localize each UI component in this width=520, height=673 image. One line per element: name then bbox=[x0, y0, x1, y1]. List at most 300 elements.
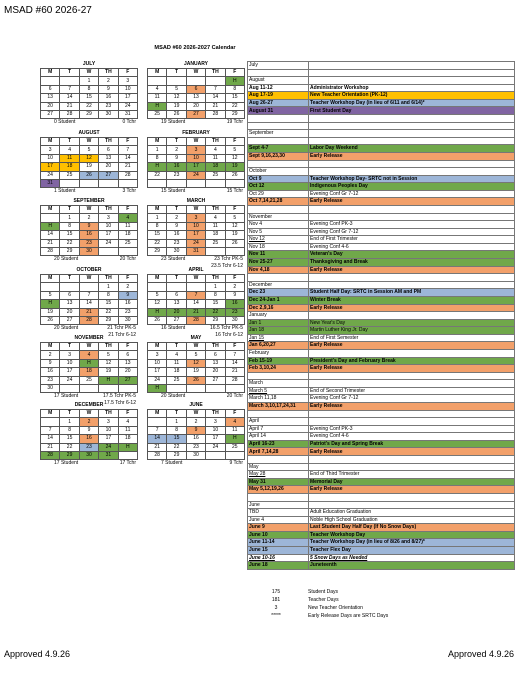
day-cell: 15 bbox=[60, 435, 79, 443]
day-cell: 12 bbox=[148, 300, 167, 308]
events-table bbox=[247, 61, 515, 570]
event-date: April bbox=[248, 418, 309, 426]
event-row bbox=[248, 448, 515, 456]
teacher-days-count: 17.5 Tchr PK-5 bbox=[103, 393, 136, 400]
day-cell: 18 bbox=[79, 368, 98, 376]
day-cell bbox=[41, 214, 60, 222]
day-cell: 25 bbox=[206, 171, 225, 179]
weekday-header: W bbox=[79, 206, 98, 214]
month-table bbox=[147, 205, 245, 256]
month-january bbox=[147, 61, 245, 126]
week-row bbox=[148, 376, 245, 384]
event-description: End of Third Trimester bbox=[309, 471, 515, 479]
week-row bbox=[41, 85, 138, 93]
event-date: April 14 bbox=[248, 433, 309, 441]
teacher-days-count: 9 Tchr bbox=[229, 460, 243, 467]
week-row bbox=[41, 110, 138, 118]
day-cell: 2 bbox=[79, 214, 98, 222]
weekday-header: T bbox=[60, 343, 79, 351]
day-cell: 20 bbox=[41, 102, 60, 110]
day-cell: 2 bbox=[167, 214, 186, 222]
day-cell: 25 bbox=[60, 171, 79, 179]
day-cell: 11 bbox=[118, 222, 137, 230]
day-cell: 29 bbox=[99, 316, 118, 324]
event-description: Early Release bbox=[309, 486, 515, 494]
event-description: Early Release bbox=[309, 448, 515, 456]
day-cell: 14 bbox=[186, 300, 205, 308]
day-cell: 10 bbox=[99, 426, 118, 434]
event-row bbox=[248, 175, 515, 183]
month-table bbox=[147, 68, 245, 119]
event-date: June 4 bbox=[248, 516, 309, 524]
day-cell: 18 bbox=[118, 435, 137, 443]
event-description: Labor Day Weekend bbox=[309, 145, 515, 153]
day-cell: 20 bbox=[186, 102, 205, 110]
day-cell: 19 bbox=[79, 163, 98, 171]
event-row bbox=[248, 547, 515, 555]
event-date: Feb 15-19 bbox=[248, 357, 309, 365]
event-description bbox=[309, 418, 515, 426]
day-cell bbox=[206, 384, 225, 392]
event-date: Jan 18 bbox=[248, 327, 309, 335]
event-description: Teacher Workshop Day bbox=[309, 531, 515, 539]
month-table bbox=[40, 409, 138, 460]
event-date: June 10-16 bbox=[248, 554, 309, 562]
weekday-header: F bbox=[225, 343, 244, 351]
day-cell: 10 bbox=[99, 222, 118, 230]
day-cell: 29 bbox=[60, 451, 79, 459]
event-description: Teacher Workshop Day- SRTC not in Session bbox=[309, 175, 515, 183]
event-row bbox=[248, 130, 515, 138]
week-row bbox=[41, 451, 138, 459]
day-cell: 22 bbox=[99, 308, 118, 316]
event-description: Early Release bbox=[309, 152, 515, 160]
day-cell: 26 bbox=[148, 316, 167, 324]
day-cell: H bbox=[148, 102, 167, 110]
week-row bbox=[41, 179, 138, 187]
month-name: DECEMBER bbox=[74, 402, 104, 408]
event-row bbox=[248, 221, 515, 229]
day-cell bbox=[41, 283, 60, 291]
event-date bbox=[248, 115, 309, 123]
day-cell bbox=[186, 77, 205, 85]
teacher-days-count: 0 Tchr bbox=[122, 119, 136, 126]
day-cell bbox=[79, 384, 98, 392]
day-cell: 11 bbox=[60, 154, 79, 162]
day-cell: 21 bbox=[41, 443, 60, 451]
event-description bbox=[309, 69, 515, 77]
event-description bbox=[309, 122, 515, 130]
week-row bbox=[41, 214, 138, 222]
day-cell: 16 bbox=[41, 368, 60, 376]
day-cell: 3 bbox=[186, 214, 205, 222]
day-cell: 5 bbox=[225, 214, 244, 222]
day-cell: 23 bbox=[186, 443, 205, 451]
month-february bbox=[147, 130, 245, 195]
event-row bbox=[248, 92, 515, 100]
event-description: Last Student Day Half Day (If No Snow Days) bbox=[309, 524, 515, 532]
event-row bbox=[248, 115, 515, 123]
weekday-header: M bbox=[41, 275, 60, 283]
day-cell: 18 bbox=[206, 231, 225, 239]
day-cell: 9 bbox=[167, 154, 186, 162]
weekday-header: T bbox=[167, 206, 186, 214]
event-description bbox=[309, 281, 515, 289]
day-cell bbox=[60, 179, 79, 187]
day-cell: 5 bbox=[148, 291, 167, 299]
day-cell bbox=[148, 77, 167, 85]
day-cell bbox=[118, 451, 137, 459]
event-description: Patriot's Day and Spring Break bbox=[309, 440, 515, 448]
week-row bbox=[41, 231, 138, 239]
event-description: Adult Education Graduation bbox=[309, 509, 515, 517]
day-cell bbox=[186, 384, 205, 392]
day-cell: 30 bbox=[118, 316, 137, 324]
student-days-count: 7 Student bbox=[161, 460, 183, 467]
weekday-header: TH bbox=[206, 138, 225, 146]
month-table bbox=[40, 274, 138, 325]
event-date: Aug 26-27 bbox=[248, 99, 309, 107]
day-cell: 10 bbox=[186, 154, 205, 162]
event-row bbox=[248, 190, 515, 198]
teacher-days-count: 15 Tchr bbox=[226, 188, 243, 195]
day-cell: 19 bbox=[167, 102, 186, 110]
day-cell: 21 bbox=[60, 102, 79, 110]
event-row bbox=[248, 205, 515, 213]
event-description bbox=[309, 137, 515, 145]
weekday-header: T bbox=[167, 138, 186, 146]
day-cell bbox=[99, 247, 118, 255]
event-date: September bbox=[248, 130, 309, 138]
weekday-header: W bbox=[186, 275, 205, 283]
day-cell: 13 bbox=[206, 359, 225, 367]
event-description bbox=[309, 160, 515, 168]
day-cell: 2 bbox=[167, 146, 186, 154]
event-date: Aug 17-19 bbox=[248, 92, 309, 100]
event-description: Juneteenth bbox=[309, 562, 515, 570]
day-cell: 23 bbox=[99, 102, 118, 110]
event-row bbox=[248, 281, 515, 289]
total-count: 3 bbox=[274, 605, 278, 611]
event-description: Evening Conf PK-3 bbox=[309, 221, 515, 229]
day-cell: 6 bbox=[206, 351, 225, 359]
month-july bbox=[40, 61, 138, 126]
day-cell: 11 bbox=[167, 359, 186, 367]
week-row bbox=[148, 368, 245, 376]
weekday-header: TH bbox=[206, 343, 225, 351]
day-cell bbox=[167, 77, 186, 85]
event-date: Jan 1 bbox=[248, 319, 309, 327]
day-cell: 11 bbox=[148, 94, 167, 102]
event-row bbox=[248, 342, 515, 350]
weekday-header: M bbox=[148, 206, 167, 214]
event-description: New Teacher Orientation (PK-12) bbox=[309, 92, 515, 100]
event-row bbox=[248, 516, 515, 524]
event-row bbox=[248, 107, 515, 115]
day-cell: 16 bbox=[167, 163, 186, 171]
event-row bbox=[248, 160, 515, 168]
event-row bbox=[248, 145, 515, 153]
day-cell: 2 bbox=[41, 351, 60, 359]
day-cell: 12 bbox=[225, 154, 244, 162]
teacher-days-count: 17 Tchr bbox=[119, 460, 136, 467]
event-description: 5 Snow Days as Needed bbox=[309, 554, 515, 562]
weekday-header: T bbox=[60, 410, 79, 418]
day-cell: 9 bbox=[79, 426, 98, 434]
day-cell: 26 bbox=[79, 171, 98, 179]
weekday-header: F bbox=[118, 410, 137, 418]
day-cell: 16 bbox=[118, 300, 137, 308]
event-description: Early Release bbox=[309, 266, 515, 274]
event-description: Evening Conf Gr 7-12 bbox=[309, 395, 515, 403]
day-cell: 22 bbox=[79, 102, 98, 110]
event-date: Jan 6,20,27 bbox=[248, 342, 309, 350]
week-row bbox=[41, 376, 138, 384]
teacher-days-count: 16.5 Tchr PK-5 bbox=[210, 325, 243, 332]
day-cell bbox=[167, 283, 186, 291]
weekday-header: TH bbox=[206, 69, 225, 77]
event-date: July bbox=[248, 62, 309, 70]
event-description: Early Release bbox=[309, 403, 515, 411]
week-row bbox=[148, 426, 245, 434]
day-cell bbox=[206, 179, 225, 187]
event-date: June 15 bbox=[248, 547, 309, 555]
total-label: New Teacher Orientation bbox=[308, 605, 363, 611]
event-date: March 5 bbox=[248, 387, 309, 395]
weekday-header: TH bbox=[99, 138, 118, 146]
day-cell bbox=[167, 384, 186, 392]
day-cell: 21 bbox=[79, 308, 98, 316]
day-cell: 5 bbox=[186, 351, 205, 359]
day-cell: 24 bbox=[60, 376, 79, 384]
day-cell: 15 bbox=[167, 435, 186, 443]
month-september bbox=[40, 198, 138, 263]
event-description bbox=[309, 274, 515, 282]
teacher-days-count: 20 Tchr bbox=[226, 393, 243, 400]
week-row bbox=[148, 171, 245, 179]
day-cell: 17 bbox=[60, 368, 79, 376]
day-cell: 24 bbox=[148, 376, 167, 384]
day-cell: 14 bbox=[60, 94, 79, 102]
week-row bbox=[148, 435, 245, 443]
event-description bbox=[309, 168, 515, 176]
month-table bbox=[40, 342, 138, 393]
day-cell: 16 bbox=[79, 231, 98, 239]
week-row bbox=[41, 308, 138, 316]
event-row bbox=[248, 296, 515, 304]
event-description: Martin Luther King Jr. Day bbox=[309, 327, 515, 335]
day-cell bbox=[225, 384, 244, 392]
day-cell: 5 bbox=[99, 351, 118, 359]
week-row bbox=[148, 443, 245, 451]
day-cell: 1 bbox=[99, 283, 118, 291]
day-cell: 16 bbox=[225, 300, 244, 308]
day-cell: 21 bbox=[206, 102, 225, 110]
event-row bbox=[248, 365, 515, 373]
event-row bbox=[248, 531, 515, 539]
week-row bbox=[148, 283, 245, 291]
day-cell: H bbox=[225, 435, 244, 443]
day-cell: 4 bbox=[118, 214, 137, 222]
day-cell: 1 bbox=[60, 418, 79, 426]
weekday-header: F bbox=[225, 138, 244, 146]
week-row bbox=[41, 351, 138, 359]
day-cell: 11 bbox=[225, 426, 244, 434]
event-description: Evening Conf Gr 7-12 bbox=[309, 190, 515, 198]
day-cell: 23 bbox=[79, 443, 98, 451]
day-cell bbox=[99, 384, 118, 392]
teacher-days-count: 21 Tchr PK-5 bbox=[107, 325, 136, 332]
month-december bbox=[40, 402, 138, 467]
event-description bbox=[309, 501, 515, 509]
week-row bbox=[41, 384, 138, 392]
student-days-count: 0 Student bbox=[54, 119, 76, 126]
day-cell: 10 bbox=[60, 359, 79, 367]
day-cell: 2 bbox=[186, 418, 205, 426]
weekday-header: W bbox=[79, 69, 98, 77]
event-row bbox=[248, 524, 515, 532]
day-cell: 17 bbox=[41, 163, 60, 171]
weekday-header: W bbox=[79, 275, 98, 283]
day-cell: 4 bbox=[118, 418, 137, 426]
weekday-header: F bbox=[118, 138, 137, 146]
week-row bbox=[41, 443, 138, 451]
calendar-title: MSAD #60 2026-2027 Calendar bbox=[154, 45, 236, 51]
day-cell: 27 bbox=[206, 376, 225, 384]
day-cell: 24 bbox=[186, 239, 205, 247]
day-cell: 31 bbox=[99, 451, 118, 459]
weekday-header: TH bbox=[99, 343, 118, 351]
day-cell: 7 bbox=[60, 85, 79, 93]
day-cell: 3 bbox=[99, 418, 118, 426]
day-cell: 28 bbox=[186, 316, 205, 324]
total-row bbox=[247, 588, 515, 596]
event-row bbox=[248, 554, 515, 562]
week-row bbox=[148, 154, 245, 162]
day-cell: 6 bbox=[41, 85, 60, 93]
event-description: Student Half Day: SRTC in Session AM and PM bbox=[309, 289, 515, 297]
day-cell: 23 bbox=[225, 308, 244, 316]
weekday-header: M bbox=[41, 343, 60, 351]
day-cell: 9 bbox=[79, 222, 98, 230]
day-cell: 29 bbox=[167, 451, 186, 459]
event-date: May bbox=[248, 463, 309, 471]
month-name: JANUARY bbox=[184, 61, 208, 67]
week-row bbox=[41, 163, 138, 171]
day-cell: 25 bbox=[148, 110, 167, 118]
day-cell: 2 bbox=[99, 77, 118, 85]
month-name: MAY bbox=[190, 335, 202, 341]
day-cell: 30 bbox=[79, 247, 98, 255]
event-date: Jan 15 bbox=[248, 334, 309, 342]
event-date: Nov 5 bbox=[248, 228, 309, 236]
day-cell: 21 bbox=[118, 163, 137, 171]
day-cell: 25 bbox=[167, 376, 186, 384]
weekday-header: M bbox=[41, 138, 60, 146]
month-name: JUNE bbox=[189, 402, 203, 408]
event-description: End of First Semester bbox=[309, 334, 515, 342]
day-cell: 19 bbox=[225, 231, 244, 239]
day-cell: 8 bbox=[99, 291, 118, 299]
weekday-header: F bbox=[118, 343, 137, 351]
event-description: First Student Day bbox=[309, 107, 515, 115]
day-cell: 26 bbox=[225, 239, 244, 247]
day-cell: 19 bbox=[186, 368, 205, 376]
week-row bbox=[148, 451, 245, 459]
week-row bbox=[148, 351, 245, 359]
day-cell: 13 bbox=[99, 154, 118, 162]
event-description: Early Release bbox=[309, 304, 515, 312]
day-cell: 4 bbox=[60, 146, 79, 154]
week-row bbox=[41, 94, 138, 102]
event-row bbox=[248, 440, 515, 448]
day-cell: 13 bbox=[118, 359, 137, 367]
event-description: New Year's Day bbox=[309, 319, 515, 327]
event-row bbox=[248, 463, 515, 471]
event-description bbox=[309, 130, 515, 138]
event-date: Oct 7,14,21,28 bbox=[248, 198, 309, 206]
event-row bbox=[248, 304, 515, 312]
day-cell: 19 bbox=[99, 368, 118, 376]
student-days-count: 17 Student bbox=[54, 393, 79, 400]
event-row bbox=[248, 327, 515, 335]
event-date: June 10 bbox=[248, 531, 309, 539]
day-cell: 24 bbox=[206, 443, 225, 451]
weekday-header: M bbox=[148, 410, 167, 418]
day-cell: 21 bbox=[148, 443, 167, 451]
event-date bbox=[248, 137, 309, 145]
day-cell: 20 bbox=[60, 308, 79, 316]
week-row bbox=[148, 85, 245, 93]
event-row bbox=[248, 137, 515, 145]
day-cell: 20 bbox=[99, 163, 118, 171]
event-row bbox=[248, 289, 515, 297]
weekday-header: T bbox=[167, 343, 186, 351]
event-date: May 31 bbox=[248, 478, 309, 486]
weekday-header: W bbox=[186, 69, 205, 77]
weekday-header: M bbox=[41, 69, 60, 77]
day-cell bbox=[99, 179, 118, 187]
event-date: April 16-23 bbox=[248, 440, 309, 448]
day-cell: 4 bbox=[225, 418, 244, 426]
event-row bbox=[248, 562, 515, 570]
event-description bbox=[309, 115, 515, 123]
day-cell: 6 bbox=[60, 291, 79, 299]
day-cell: 3 bbox=[148, 351, 167, 359]
day-cell: 28 bbox=[148, 451, 167, 459]
day-cell: 9 bbox=[225, 291, 244, 299]
day-cell bbox=[118, 179, 137, 187]
day-cell: 23 bbox=[167, 239, 186, 247]
weekday-header: F bbox=[118, 275, 137, 283]
day-cell: 12 bbox=[225, 222, 244, 230]
weekday-header: W bbox=[186, 410, 205, 418]
week-row bbox=[41, 418, 138, 426]
month-june bbox=[147, 402, 245, 467]
day-cell: 26 bbox=[41, 316, 60, 324]
weekday-header: F bbox=[225, 69, 244, 77]
weekday-header: T bbox=[60, 275, 79, 283]
day-cell: 23 bbox=[167, 171, 186, 179]
day-cell bbox=[225, 179, 244, 187]
event-row bbox=[248, 259, 515, 267]
student-days-count: 20 Student bbox=[161, 393, 186, 400]
month-may bbox=[147, 335, 245, 400]
day-cell bbox=[148, 283, 167, 291]
event-description: Noble High School Graduation bbox=[309, 516, 515, 524]
event-date: June 9 bbox=[248, 524, 309, 532]
day-cell bbox=[79, 283, 98, 291]
